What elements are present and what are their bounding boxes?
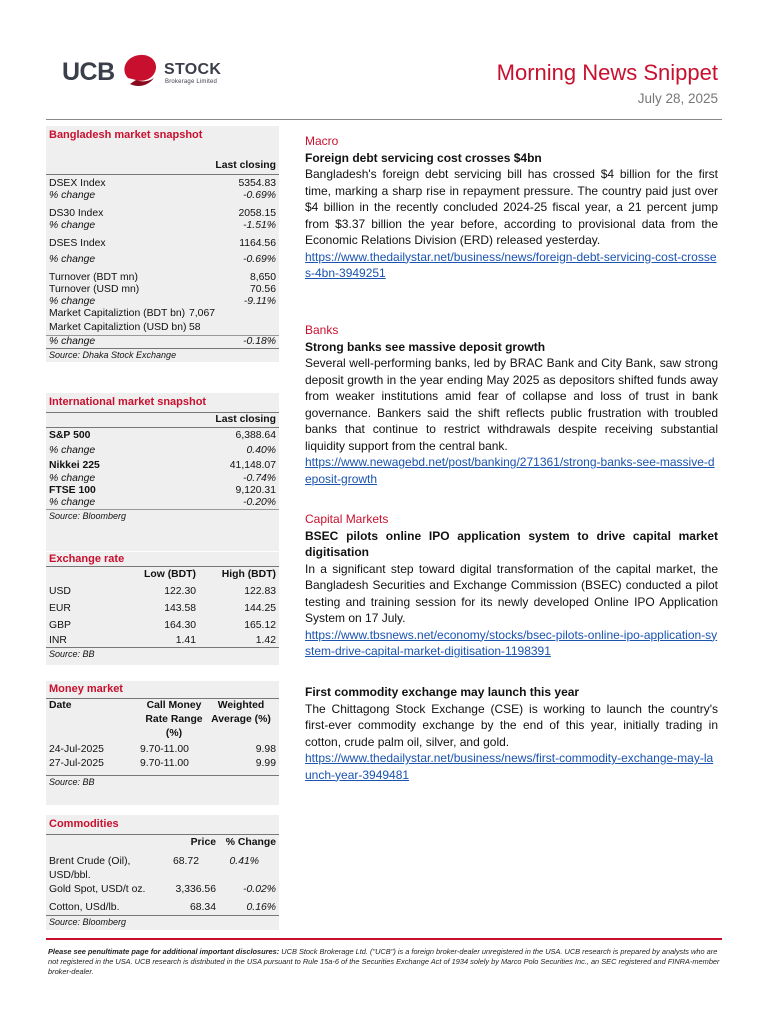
table-row: 24-Jul-2025 9.70-11.00 9.98: [49, 744, 276, 755]
table-row: Market Capitaliztion (USD bn) 58: [49, 322, 201, 333]
news-headline: Foreign debt servicing cost crosses $4bn: [305, 150, 542, 165]
table-row: Gold Spot, USD/t oz. 3,336.56 -0.02%: [49, 884, 276, 895]
news-body: In a significant step toward digital transformation of the capital market, the Bangladesh Securities and Exchange Commission (BSEC) conducted a pilot testing and training session for its newly developed Online IPO Application System on 17 July.: [305, 561, 718, 625]
table-row: % change -0.20%: [46, 497, 279, 510]
table-row: Brent Crude (Oil), USD/bbl. 68.72 0.41%: [49, 856, 259, 881]
logo-mark-icon: [118, 52, 162, 88]
commodities-source: Source: Bloomberg: [46, 915, 279, 930]
bd-market-snapshot: [46, 126, 279, 362]
news-link[interactable]: https://www.thedailystar.net/business/news/first-commodity-exchange-may-launch-year-3949481: [305, 751, 714, 782]
news-banks: [305, 322, 718, 487]
news-capital-markets: [305, 511, 718, 660]
news-link[interactable]: https://www.tbsnews.net/economy/stocks/bsec-pilots-online-ipo-application-system-drive-capital-market-digitisation-1198391: [305, 627, 718, 658]
table-row: USD 122.30 122.83: [49, 586, 276, 597]
intl-col-header: Last closing: [215, 414, 276, 425]
news-macro: [305, 133, 718, 282]
table-row: Market Capitaliztion (BDT bn) 7,067: [49, 308, 216, 319]
table-row: DSEX Index 5354.83: [49, 178, 276, 189]
table-row: Turnover (BDT mn) 8,650: [49, 272, 276, 283]
table-row: Nikkei 225 41,148.07: [49, 460, 276, 471]
news-link[interactable]: https://www.thedailystar.net/business/news/foreign-debt-servicing-cost-crosses-4bn-3949251: [305, 249, 717, 280]
table-row: DS30 Index 2058.15: [49, 208, 276, 219]
section-heading-macro: Macro: [305, 134, 339, 148]
page-title: Morning News Snippet: [496, 60, 718, 85]
news-link[interactable]: https://www.newagebd.net/post/banking/271361/strong-banks-see-massive-deposit-growth: [305, 455, 715, 486]
table-row: % change -1.51%: [49, 220, 276, 231]
news-body: The Chittagong Stock Exchange (CSE) is working to launch the country's first-ever commodity exchange by the end of this year, initially trading in cotton, crude palm oil, silver, and gold.: [305, 701, 718, 749]
table-header: Date Call Money Rate Range (%) Weighted Average (%): [49, 700, 271, 739]
intl-snapshot-source: Source: Bloomberg: [49, 511, 127, 521]
news-body: Bangladesh's foreign debt servicing bill has crossed $4 billion for the first time, marking a sharp rise in repayment pressure. The country paid just over $4 billion in the recently concluded 2024-25 fiscal year, a 21 percent jump from $3.37 billion the year before, according to provisional data from the Economic Relations Division (ERD) released yesterday.: [305, 167, 718, 247]
table-row: % change -0.18%: [46, 335, 279, 348]
logo-subtitle: Brokerage Limited: [165, 79, 218, 85]
news-body: Several well-performing banks, led by BRAC Bank and City Bank, saw strong deposit growth in the year ending May 2025 as depositors shifted funds away from weaker institutions amid fear of collapse and loss of trust in bank governance. Bankers said the shift reflects public frustration with troubled banks that continue to restrict withdrawals despite receiving substantial liquidity support from the central bank.: [305, 356, 718, 453]
table-header: Low (BDT) High (BDT): [144, 569, 276, 580]
table-row: % change -0.69%: [49, 254, 276, 265]
exchange-rate-source: Source: BB: [46, 647, 279, 665]
money-market-source: Source: BB: [46, 775, 279, 805]
table-row: INR 1.41 1.42: [49, 635, 276, 646]
table-row: % change -0.74%: [49, 473, 276, 484]
exchange-rate-title: Exchange rate: [46, 552, 279, 567]
disclosure-footer: [48, 947, 720, 977]
table-row: 27-Jul-2025 9.70-11.00 9.99: [49, 758, 276, 769]
news-headline: BSEC pilots online IPO application system to drive capital market digitisation: [305, 528, 718, 559]
money-market-table: [46, 681, 279, 805]
intl-snapshot-title: International market snapshot: [46, 393, 279, 413]
bd-snapshot-source: Source: Dhaka Stock Exchange: [46, 348, 279, 362]
table-row: S&P 500 6,388.64: [49, 430, 276, 441]
news-commodity-exchange: [305, 684, 718, 783]
disclosure-bold: Please see penultimate page for additional important disclosures:: [48, 947, 280, 956]
news-headline: First commodity exchange may launch this year: [305, 685, 580, 699]
table-row: FTSE 100 9,120.31: [49, 485, 276, 496]
disclosure-text: UCB Stock Brokerage Ltd. ("UCB") is a foreign broker-dealer unregistered in the USA. UCB research is prepared by analysts who are not registered in the USA. UCB research is distributed in the USA pursuant to Rule 15a-6 of the Securities Exchange Act of 1934 solely by Marco Polo Securities Inc., an SEC registered and FINRA-member broker-dealer.: [48, 947, 720, 976]
intl-market-snapshot: [46, 393, 279, 551]
table-row: EUR 143.58 144.25: [49, 603, 276, 614]
bd-col-header: Last closing: [215, 160, 276, 171]
report-date: July 28, 2025: [637, 91, 718, 106]
table-row: Cotton, USd/lb. 68.34 0.16%: [49, 902, 276, 913]
table-row: DSES Index 1164.56: [49, 238, 276, 249]
ucb-stock-logo: [62, 52, 232, 92]
table-row: Turnover (USD mn) 70.56: [49, 284, 276, 295]
money-market-title: Money market: [46, 681, 279, 699]
commodities-table: [46, 815, 279, 930]
bd-snapshot-title: Bangladesh market snapshot: [49, 129, 203, 141]
table-row: % change 0.40%: [49, 445, 276, 456]
commodities-title: Commodities: [46, 815, 279, 835]
table-header: Price % Change: [190, 837, 276, 848]
table-row: % change -9.11%: [49, 296, 276, 307]
table-row: % change -0.69%: [49, 190, 276, 201]
section-heading-banks: Banks: [305, 323, 339, 337]
logo-ucb-text: UCB: [62, 58, 115, 86]
news-headline: Strong banks see massive deposit growth: [305, 339, 546, 354]
header-divider: [46, 119, 722, 120]
logo-stock-text: STOCK: [164, 61, 222, 78]
section-heading-capital-markets: Capital Markets: [305, 512, 389, 526]
footer-divider: [46, 938, 722, 940]
exchange-rate-table: [46, 552, 279, 665]
table-row: GBP 164.30 165.12: [49, 620, 276, 631]
